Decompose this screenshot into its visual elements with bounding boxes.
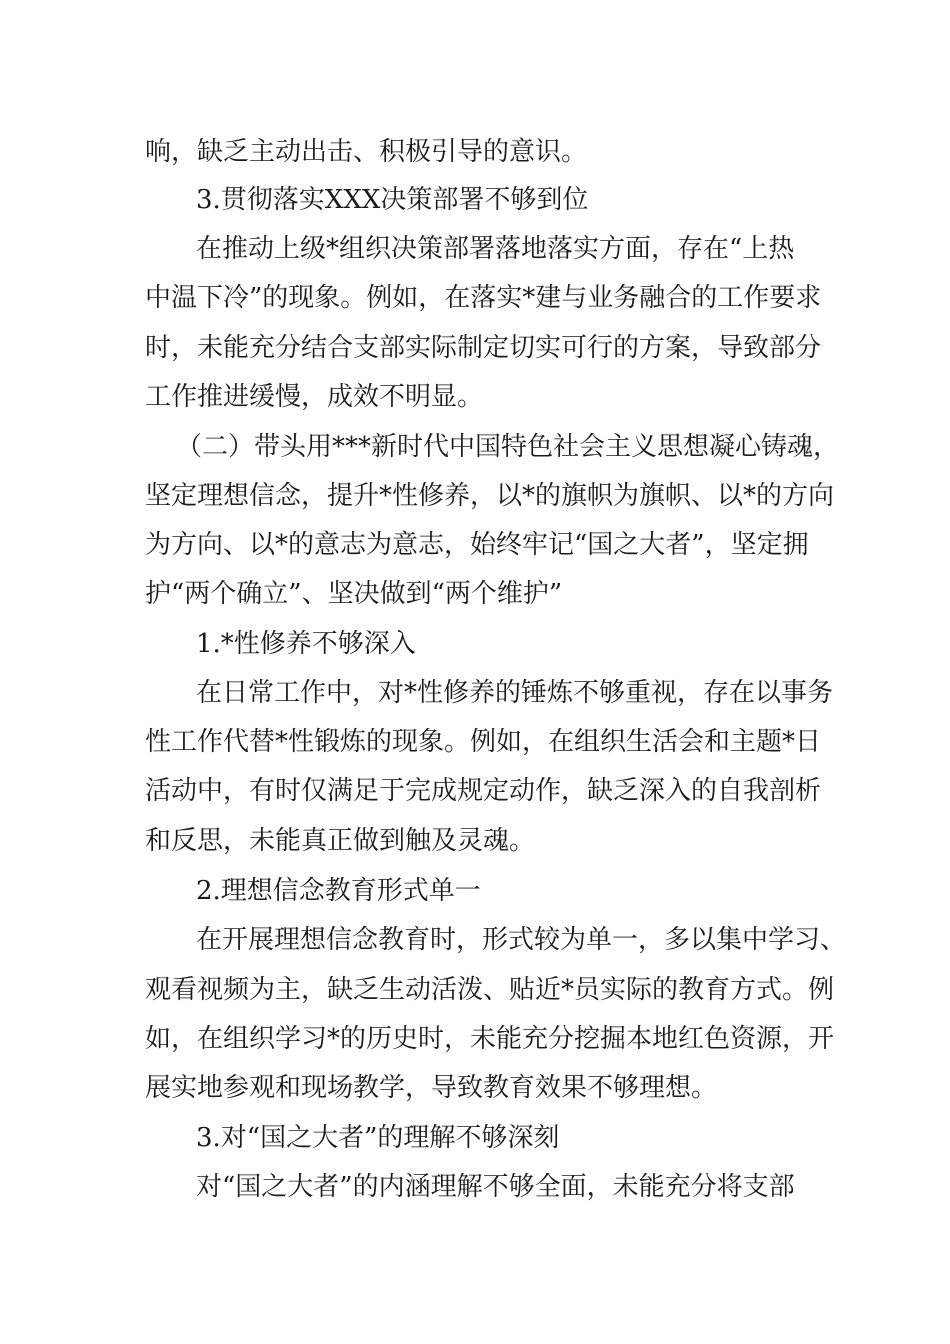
section-heading: 2.理想信念教育形式单一 (196, 876, 481, 906)
text-line: 活动中，有时仅满足于完成规定动作，缺乏深入的自我剖析 (145, 776, 822, 806)
text-line: 护“两个确立”、坚决做到“两个维护” (145, 579, 563, 609)
text-line: 为方向、以*的意志为意志，始终牢记“国之大者”，坚定拥 (145, 530, 809, 560)
text-line: 观看视频为主，缺乏生动活泼、贴近*员实际的教育方式。例 (145, 975, 835, 1005)
text-line: 在推动上级*组织决策部署落地落实方面，存在“上热 (196, 234, 795, 264)
text-line: 坚定理想信念，提升*性修养，以*的旗帜为旗帜、以*的方向 (145, 481, 835, 511)
text-line: 在开展理想信念教育时，形式较为单一，多以集中学习、 (196, 925, 847, 955)
text-line: 对“国之大者”的内涵理解不够全面，未能充分将支部 (196, 1172, 795, 1202)
text-line: 时，未能充分结合支部实际制定切实可行的方案，导致部分 (145, 333, 822, 363)
text-line: 响，缺乏主动出击、积极引导的意识。 (145, 137, 588, 167)
text-line: 展实地参观和现场教学，导致教育效果不够理想。 (145, 1073, 718, 1103)
text-line: 性工作代替*性锻炼的现象。例如，在组织生活会和主题*日 (145, 727, 822, 757)
text-line: 工作推进缓慢，成效不明显。 (145, 382, 484, 412)
section-heading: （二）带头用***新时代中国特色社会主义思想凝心铸魂， (176, 432, 840, 462)
text-line: 和反思，未能真正做到触及灵魂。 (145, 826, 536, 856)
section-heading: 1.*性修养不够深入 (196, 629, 416, 659)
section-heading: 3.对“国之大者”的理解不够深刻 (196, 1123, 560, 1153)
text-line: 在日常工作中，对*性修养的锤炼不够重视，存在以事务 (196, 678, 834, 708)
text-line: 中温下冷”的现象。例如，在落实*建与业务融合的工作要求 (145, 283, 822, 313)
section-heading: 3.贯彻落实XXX决策部署不够到位 (196, 185, 589, 215)
text-line: 如，在组织学习*的历史时，未能充分挖掘本地红色资源，开 (145, 1024, 835, 1054)
